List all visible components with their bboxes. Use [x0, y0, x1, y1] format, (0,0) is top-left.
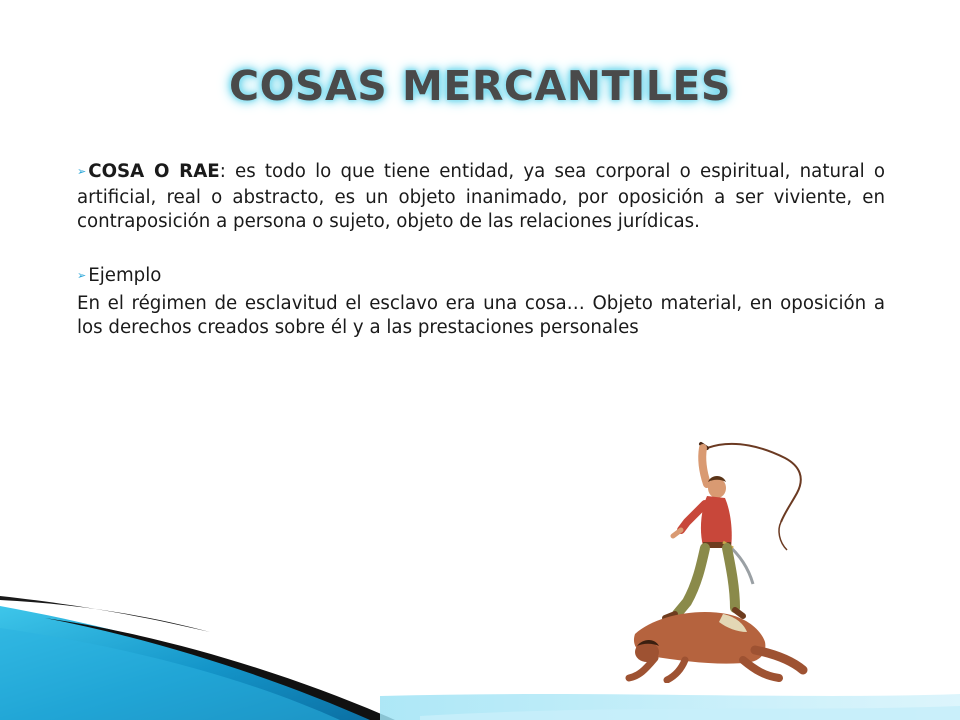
definition-text: es todo lo que tiene entidad, ya sea corporal o espiritual, natural o artificial, real o abstracto, es un objeto inanimado, por oposición a ser viviente, en contraposición a persona o sujeto, objeto de las relaciones jurídicas.	[77, 161, 885, 232]
arrow-bullet-icon: ➢	[77, 269, 87, 282]
slide-title: COSAS MERCANTILES	[229, 62, 731, 110]
definition-separator: :	[219, 161, 226, 182]
slide-content	[77, 160, 885, 340]
arrow-bullet-icon: ➢	[77, 165, 87, 178]
example-heading-line	[77, 264, 885, 290]
definition-term: COSA O RAE	[88, 161, 220, 182]
example-text: En el régimen de esclavitud el esclavo era una cosa… Objeto material, en oposición a los derechos creados sobre él y a las prestaciones personales	[77, 293, 885, 338]
master-whipping-slave-illustration	[615, 438, 830, 683]
example-heading: Ejemplo	[88, 265, 162, 286]
definition-paragraph	[77, 160, 885, 234]
